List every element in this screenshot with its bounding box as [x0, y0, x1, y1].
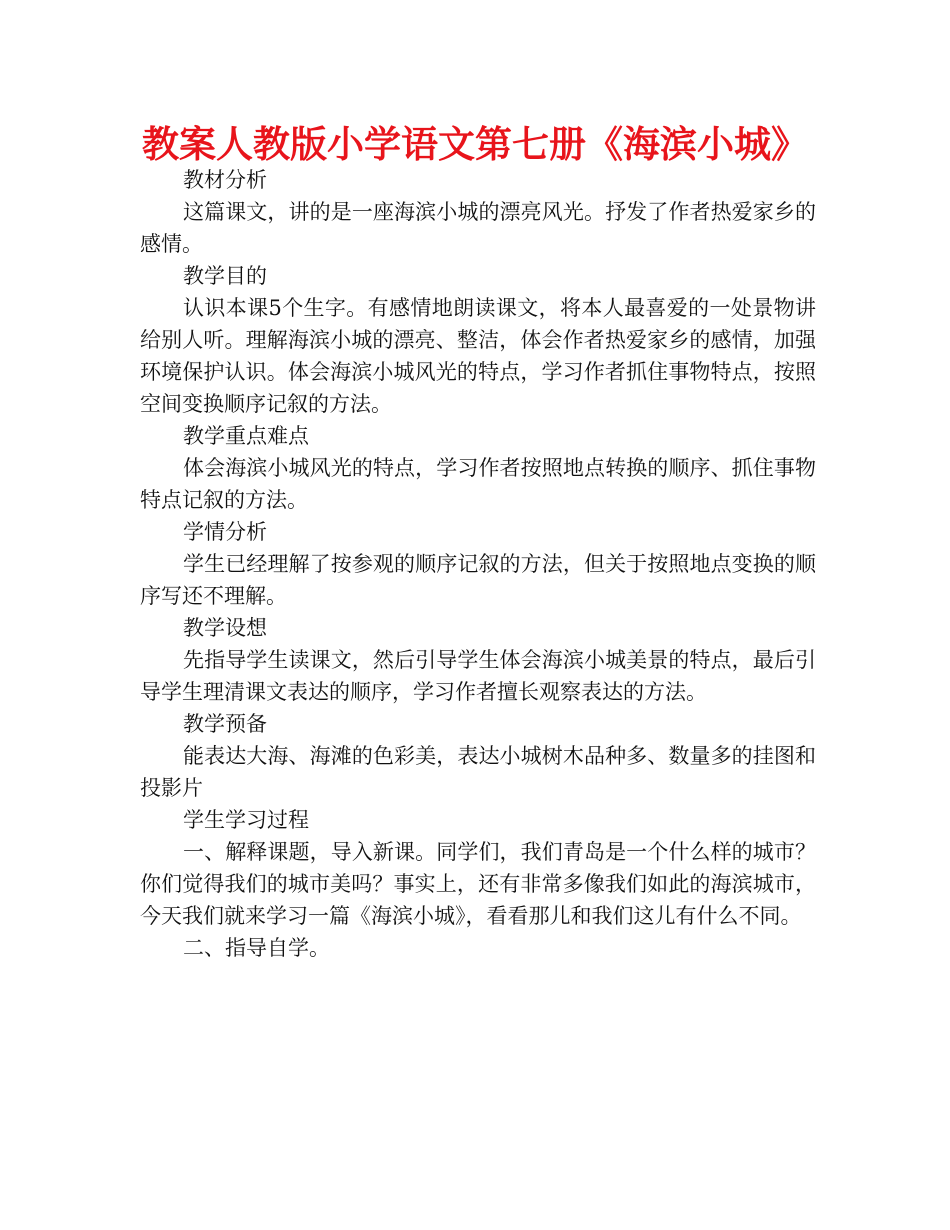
paragraph-textbook-analysis: 这篇课文，讲的是一座海滨小城的漂亮风光。抒发了作者热爱家乡的感情。 — [140, 200, 816, 256]
section-heading-key-points: 教学重点难点 — [183, 424, 309, 448]
section-heading-teaching-goals: 教学目的 — [183, 264, 267, 288]
section-heading-preparation: 教学预备 — [183, 712, 267, 736]
document-title: 教案人教版小学语文第七册《海滨小城》 — [142, 123, 808, 166]
section-heading-learning-process: 学生学习过程 — [183, 808, 309, 832]
section-heading-teaching-plan: 教学设想 — [183, 616, 267, 640]
paragraph-teaching-goals: 认识本课5个生字。有感情地朗读课文，将本人最喜爱的一处景物讲给别人听。理解海滨小城的漂亮、整洁，体会作者热爱家乡的感情，加强环境保护认识。体会海滨小城风光的特点，学习作者抓住事物特点，按照空间变换顺序记叙的方法。 — [140, 296, 816, 416]
paragraph-learning-process-step-1: 一、解释课题，导入新课。同学们，我们青岛是一个什么样的城市？你们觉得我们的城市美吗？事实上，还有非常多像我们如此的海滨城市，今天我们就来学习一篇《海滨小城》，看看那儿和我们这儿有什么不同。 — [140, 840, 816, 928]
paragraph-student-analysis: 学生已经理解了按参观的顺序记叙的方法，但关于按照地点变换的顺序写还不理解。 — [140, 552, 816, 608]
paragraph-learning-process-step-2: 二、指导自学。 — [183, 936, 330, 960]
section-heading-student-analysis: 学情分析 — [183, 520, 267, 544]
document-body — [140, 164, 816, 964]
paragraph-key-points: 体会海滨小城风光的特点，学习作者按照地点转换的顺序、抓住事物特点记叙的方法。 — [140, 456, 816, 512]
section-heading-textbook-analysis: 教材分析 — [183, 168, 267, 192]
paragraph-teaching-plan: 先指导学生读课文，然后引导学生体会海滨小城美景的特点，最后引导学生理清课文表达的顺序，学习作者擅长观察表达的方法。 — [140, 648, 816, 704]
paragraph-preparation: 能表达大海、海滩的色彩美，表达小城树木品种多、数量多的挂图和投影片 — [140, 744, 816, 800]
